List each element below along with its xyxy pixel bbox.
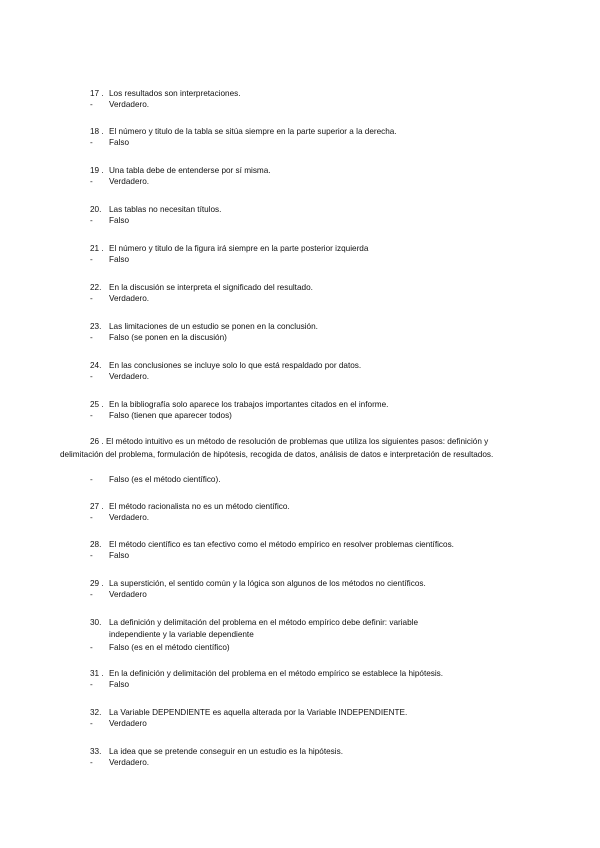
question-text-continued: independiente y la variable dependiente	[109, 630, 254, 639]
answer-dash: -	[90, 475, 93, 484]
question	[90, 668, 443, 681]
answer	[90, 176, 149, 189]
answer-dash: -	[90, 643, 93, 652]
answer-dash: -	[90, 551, 93, 560]
answer-dash: -	[90, 333, 93, 342]
question-number: 19 .	[90, 166, 104, 175]
answer-dash: -	[90, 680, 93, 689]
question-number: 17 .	[90, 89, 104, 98]
answer	[90, 757, 149, 770]
answer-dash: -	[90, 138, 93, 147]
question-text: En la discusión se interpreta el significado del resultado.	[109, 283, 313, 292]
answer-dash: -	[90, 177, 93, 186]
answer-dash: -	[90, 372, 93, 381]
question-number: 28.	[90, 540, 102, 549]
question-text: El método intuitivo es un método de resolución de problemas que utiliza los siguientes pasos: definición y delimitación del problema, formulación de hipótesis, recogida de datos, análisis de datos e interpretación de resultados.	[60, 437, 494, 459]
question-number: 22.	[90, 283, 102, 292]
question-text: En las conclusiones se incluye solo lo que está respaldado por datos.	[109, 361, 362, 370]
question	[90, 243, 368, 256]
question-text: La superstición, el sentido común y la lógica son algunos de los métodos no científicos.	[109, 579, 426, 588]
answer	[90, 679, 129, 692]
answer	[90, 512, 149, 525]
question-text: El número y titulo de la figura irá siempre en la parte posterior izquierda	[109, 244, 369, 253]
answer-text: Falso	[109, 216, 130, 225]
answer-dash: -	[90, 719, 93, 728]
answer	[90, 474, 221, 487]
question-text: Los resultados son interpretaciones.	[109, 89, 241, 98]
answer-dash: -	[90, 513, 93, 522]
question-number: 18 .	[90, 127, 104, 136]
question	[90, 539, 454, 552]
answer-text: Falso	[109, 255, 130, 264]
question-number: 23.	[90, 322, 102, 331]
answer	[90, 293, 149, 306]
question-number: 21 .	[90, 244, 104, 253]
answer-text: Falso	[109, 551, 130, 560]
question-number: 33.	[90, 747, 102, 756]
question-number: 25 .	[90, 400, 104, 409]
question-text: Las tablas no necesitan títulos.	[109, 205, 222, 214]
question-text: Las limitaciones de un estudio se ponen en la conclusión.	[109, 322, 318, 331]
question-text: La definición y delimitación del problema en el método empírico debe definir: variable	[109, 618, 419, 627]
answer-text: Falso (tienen que aparecer todos)	[109, 411, 232, 420]
answer-text: Verdadero.	[109, 513, 150, 522]
question-number: 26 .	[90, 437, 104, 446]
answer-text: Falso	[109, 680, 130, 689]
question-number: 20.	[90, 205, 102, 214]
answer	[90, 589, 147, 602]
answer-text: Falso (es en el método científico)	[109, 643, 230, 652]
answer-dash: -	[90, 216, 93, 225]
question-number: 30.	[90, 618, 102, 627]
question-number: 31 .	[90, 669, 104, 678]
question-text: Una tabla debe de entenderse por sí misma.	[109, 166, 271, 175]
answer	[90, 371, 149, 384]
answer	[90, 718, 147, 731]
question-number: 27 .	[90, 502, 104, 511]
answer	[90, 99, 149, 112]
answer-dash: -	[90, 100, 93, 109]
question-text: El método científico es tan efectivo como el método empírico en resolver problemas científicos.	[109, 540, 454, 549]
answer-text: Falso	[109, 138, 130, 147]
question-text: La Variable DEPENDIENTE es aquella alterada por la Variable INDEPENDIENTE.	[109, 708, 408, 717]
question-text: El número y titulo de la tabla se sitúa siempre en la parte superior a la derecha.	[109, 127, 397, 136]
answer	[90, 215, 129, 228]
answer-text: Verdadero	[109, 719, 147, 728]
answer-text: Verdadero.	[109, 294, 150, 303]
question	[60, 436, 520, 461]
answer	[90, 550, 129, 563]
question-text: La idea que se pretende conseguir en un estudio es la hipótesis.	[109, 747, 343, 756]
question-text: En la bibliografía solo aparece los trabajos importantes citados en el informe.	[109, 400, 389, 409]
question	[90, 126, 397, 139]
answer-text: Falso (se ponen en la discusión)	[109, 333, 227, 342]
answer-dash: -	[90, 411, 93, 420]
question-text: En la definición y delimitación del problema en el método empírico se establece la hipótesis.	[109, 669, 444, 678]
answer-dash: -	[90, 294, 93, 303]
answer-dash: -	[90, 255, 93, 264]
question-number: 32.	[90, 708, 102, 717]
answer-text: Verdadero.	[109, 100, 150, 109]
question-text: El método racionalista no es un método científico.	[109, 502, 290, 511]
answer-text: Verdadero.	[109, 372, 150, 381]
answer	[90, 642, 230, 655]
question-number: 24.	[90, 361, 102, 370]
answer	[90, 254, 129, 267]
answer-dash: -	[90, 758, 93, 767]
answer	[90, 137, 129, 150]
answer-text: Falso (es el método científico).	[109, 475, 221, 484]
question-number: 29 .	[90, 579, 104, 588]
answer-text: Verdadero.	[109, 177, 150, 186]
answer-dash: -	[90, 590, 93, 599]
answer	[90, 410, 232, 423]
answer-text: Verdadero.	[109, 758, 150, 767]
answer-text: Verdadero	[109, 590, 147, 599]
answer	[90, 332, 227, 345]
question	[90, 617, 418, 630]
